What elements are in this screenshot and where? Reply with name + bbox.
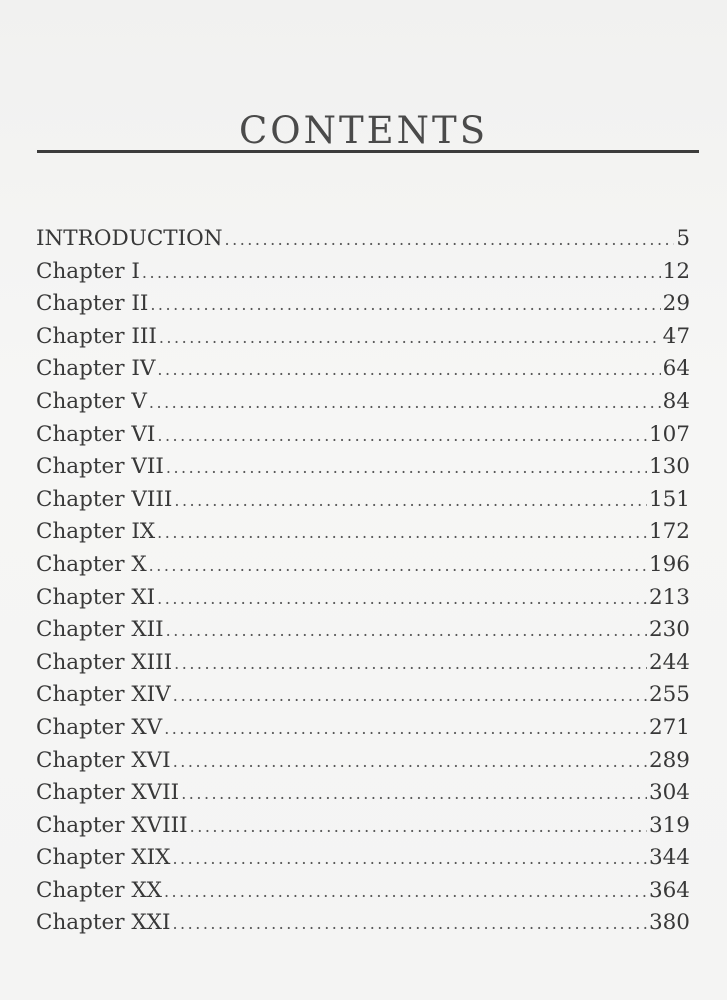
dot-leader [157,426,647,445]
toc-entry-label: Chapter XIX [36,845,171,871]
toc-entry-label: Chapter XI [36,584,156,610]
toc-entry-label: Chapter XII [36,617,164,643]
dot-leader [172,849,646,868]
dot-leader [174,491,647,510]
toc-entry [36,291,690,324]
dot-leader [173,686,647,705]
toc-entry [36,389,690,422]
toc-entry-page-number: 172 [648,519,690,545]
page-title: CONTENTS [238,108,489,152]
toc-entry [36,715,690,748]
toc-entry-label: Chapter XXI [36,910,171,936]
toc-entry-label: Chapter VI [36,421,156,447]
toc-entry-label: Chapter X [36,551,147,577]
dot-leader [166,621,647,640]
toc-entry [36,585,690,618]
toc-entry-page-number: 151 [648,486,690,512]
toc-entry [36,617,690,650]
toc-entry-label: Chapter XV [36,714,163,740]
toc-entry-label: Chapter XIII [36,649,173,675]
dot-leader [149,393,661,412]
toc-entry-page-number: 29 [662,291,690,317]
toc-entry-page-number: 364 [648,877,690,903]
toc-entry-page-number: 344 [648,845,690,871]
toc-entry-page-number: 64 [662,356,690,382]
dot-leader [142,263,661,282]
toc-entry-page-number: 289 [648,747,690,773]
toc-entry-page-number: 255 [648,682,690,708]
toc-entry-page-number: 130 [648,454,690,480]
toc-entry [36,748,690,781]
dot-leader [166,458,647,477]
toc-entry [36,780,690,813]
toc-entry-label: Chapter XVII [36,780,180,806]
toc-entry-page-number: 5 [676,226,690,251]
dot-leader [150,295,660,314]
toc-entry [36,356,690,389]
dot-leader [149,556,647,575]
toc-entry [36,552,690,585]
toc-entry [36,813,690,846]
dot-leader [164,882,647,901]
toc-entry-label: Chapter I [36,258,140,284]
dot-leader [157,589,647,608]
toc-entry-page-number: 47 [662,323,690,349]
toc-entry [36,682,690,715]
toc-entry [36,454,690,487]
toc-entry-label: Chapter XIV [36,682,171,708]
dot-leader [225,230,675,249]
toc-entry-page-number: 304 [648,780,690,806]
toc-entry-page-number: 271 [648,714,690,740]
dot-leader [164,719,647,738]
toc-entry-label: Chapter IX [36,519,156,545]
toc-entry [36,650,690,683]
toc-entry [36,519,690,552]
toc-entry-page-number: 319 [648,812,690,838]
toc-entry [36,487,690,520]
table-of-contents [36,226,690,943]
toc-entry-page-number: 84 [662,388,690,414]
dot-leader [174,654,647,673]
toc-entry [36,259,690,292]
toc-entry-page-number: 230 [648,617,690,643]
toc-entry [36,422,690,455]
toc-entry-label: Chapter XVI [36,747,171,773]
toc-entry-page-number: 213 [648,584,690,610]
toc-entry-page-number: 196 [648,551,690,577]
toc-entry-label: Chapter VIII [36,486,173,512]
dot-leader [172,914,646,933]
toc-entry-label: Chapter IV [36,356,156,382]
toc-entry-label: Chapter III [36,323,157,349]
toc-entry-label: Chapter VII [36,454,164,480]
toc-entry-label: Chapter II [36,291,149,317]
title-divider [37,150,699,153]
dot-leader [190,817,647,836]
toc-entry [36,878,690,911]
toc-entry-label: INTRODUCTION [36,226,223,251]
toc-entry-label: Chapter V [36,388,147,414]
toc-entry [36,226,690,259]
dot-leader [159,328,661,347]
toc-entry-page-number: 244 [648,649,690,675]
dot-leader [157,523,647,542]
toc-entry-page-number: 12 [662,258,690,284]
dot-leader [181,784,647,803]
toc-entry-page-number: 107 [648,421,690,447]
toc-entry-label: Chapter XX [36,877,162,903]
dot-leader [173,752,647,771]
toc-entry [36,324,690,357]
toc-entry-label: Chapter XVIII [36,812,188,838]
dot-leader [157,360,660,379]
toc-entry [36,845,690,878]
toc-entry-page-number: 380 [648,910,690,936]
toc-entry [36,910,690,943]
